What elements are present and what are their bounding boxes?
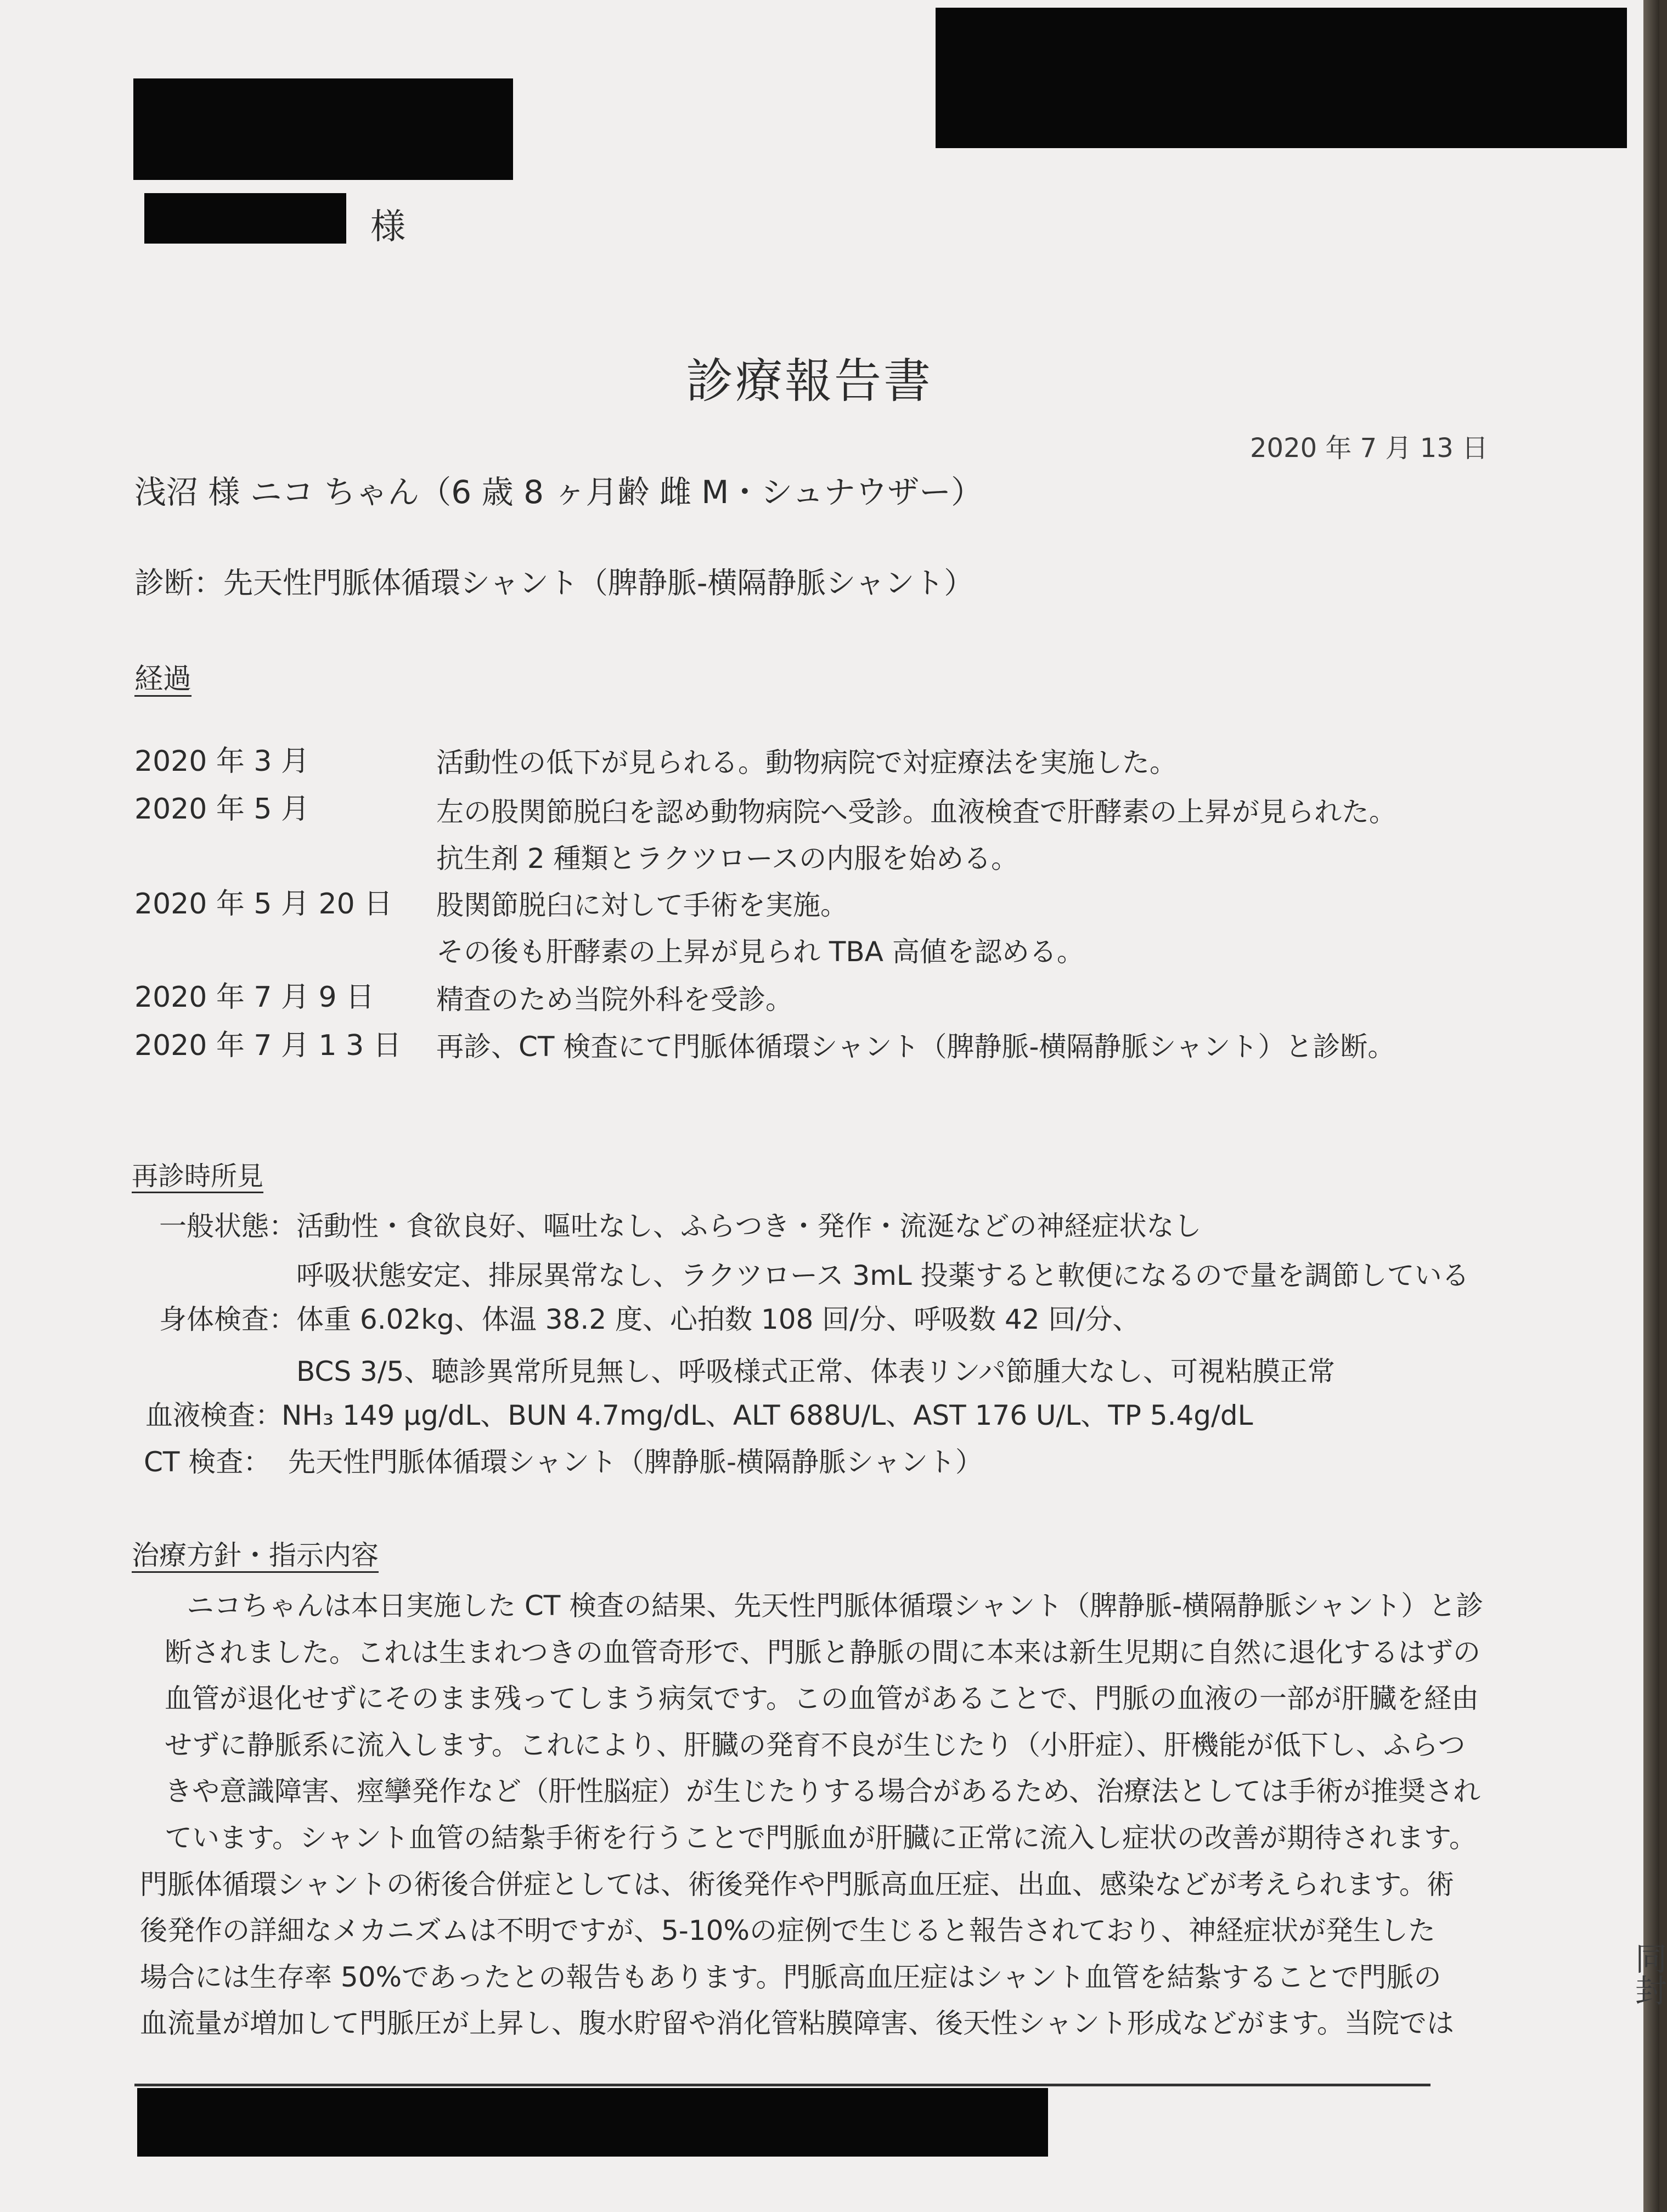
plan-line: せずに静脈系に流入します。これにより、肝臓の発育不良が生じたり（小肝症）、肝機能が低下し、ふらつ bbox=[165, 1729, 1466, 1761]
plan-paragraph bbox=[140, 1583, 1487, 2047]
plan-line: 血流量が増加して門脈圧が上昇し、腹水貯留や消化管粘膜障害、後天性シャント形成などがます。当院では bbox=[140, 2007, 1454, 2040]
plan-heading: 治療方針・指示内容 bbox=[132, 1539, 379, 1571]
history-date: 2020 年 7 月 9 日 bbox=[134, 981, 375, 1014]
plan-line: きや意識障害、痙攣発作など（肝性脳症）が生じたりする場合があるため、治療法としては手術が推奨され bbox=[165, 1775, 1480, 1808]
findings-physical-label: 身体検査： bbox=[159, 1304, 296, 1335]
history-date: 2020 年 3 月 bbox=[134, 745, 310, 778]
history-heading: 経過 bbox=[134, 663, 192, 696]
findings-ct-text: 先天性門脈体循環シャント（脾静脈-横隔静脈シャント） bbox=[288, 1446, 983, 1478]
findings-heading: 再診時所見 bbox=[132, 1161, 264, 1192]
edge-note: 同封 bbox=[1630, 1942, 1667, 2006]
redaction-recipient bbox=[144, 193, 346, 244]
findings-general-text: 活動性・食欲良好、嘔吐なし、ふらつき・発作・流涎などの神経症状なし bbox=[296, 1210, 1202, 1242]
plan-line: 場合には生存率 50%であったとの報告もあります。門脈高血圧症はシャント血管を結紮することで門脈の bbox=[140, 1961, 1441, 1993]
history-text: その後も肝酵素の上昇が見られ TBA 高値を認める。 bbox=[436, 936, 1084, 968]
plan-line: ています。シャント血管の結紮手術を行うことで門脈血が肝臓に正常に流入し症状の改善が期待されます。 bbox=[165, 1821, 1477, 1854]
recipient-honorific: 様 bbox=[370, 207, 406, 247]
history-date: 2020 年 5 月 bbox=[134, 793, 310, 826]
history-text: 活動性の低下が見られる。動物病院で対症療法を実施した。 bbox=[436, 747, 1177, 778]
findings-physical-text: 体重 6.02kg、体温 38.2 度、心拍数 108 回/分、呼吸数 42 回/分、 bbox=[296, 1304, 1140, 1335]
plan-line: 断されました。これは生まれつきの血管奇形で、門脈と静脈の間に本来は新生児期に自然に退化するはずの bbox=[165, 1636, 1480, 1668]
patient-info: 浅沼 様 ニコ ちゃん（6 歳 8 ヶ月齢 雌 M・シュナウザー） bbox=[134, 473, 983, 511]
findings-general-text: 呼吸状態安定、排尿異常なし、ラクツロース 3mL 投薬すると軟便になるので量を調節している bbox=[296, 1260, 1469, 1291]
history-text: 精査のため当院外科を受診。 bbox=[436, 984, 793, 1015]
footer-divider bbox=[134, 2084, 1431, 2086]
findings-blood-text: NH₃ 149 μg/dL、BUN 4.7mg/dL、ALT 688U/L、AST 176 U/L、TP 5.4g/dL bbox=[281, 1400, 1253, 1431]
plan-line: 後発作の詳細なメカニズムは不明ですが、5-10%の症例で生じると報告されており、神経症状が発生した bbox=[140, 1915, 1435, 1947]
history-text: 抗生剤 2 種類とラクツロースの内服を始める。 bbox=[436, 843, 1019, 874]
page-title: 診療報告書 bbox=[686, 354, 933, 409]
plan-line: 血管が退化せずにそのまま残ってしまう病気です。この血管があることで、門脈の血液の一部が肝臓を経由 bbox=[165, 1683, 1479, 1715]
findings-physical-text: BCS 3/5、聴診異常所見無し、呼吸様式正常、体表リンパ節腫大なし、可視粘膜正常 bbox=[296, 1356, 1335, 1387]
plan-line: ニコちゃんは本日実施した CT 検査の結果、先天性門脈体循環シャント（脾静脈-横隔静脈シャント）と診 bbox=[187, 1590, 1484, 1622]
findings-general-label: 一般状態： bbox=[159, 1210, 296, 1242]
plan-line: 門脈体循環シャントの術後合併症としては、術後発作や門脈高血圧症、出血、感染などが考えられます。術 bbox=[140, 1868, 1454, 1900]
redaction-footer bbox=[137, 2088, 1048, 2157]
findings-ct-label: CT 検査： bbox=[144, 1446, 271, 1478]
redaction-header-right bbox=[936, 8, 1627, 148]
history-date: 2020 年 7 月 1 3 日 bbox=[134, 1029, 402, 1062]
redaction-clinic-name bbox=[133, 78, 513, 180]
history-date: 2020 年 5 月 20 日 bbox=[134, 888, 393, 921]
history-text: 左の股関節脱臼を認め動物病院へ受診。血液検査で肝酵素の上昇が見られた。 bbox=[436, 796, 1396, 828]
findings-blood-label: 血液検査： bbox=[145, 1400, 283, 1431]
report-date: 2020 年 7 月 13 日 bbox=[1250, 433, 1489, 464]
history-text: 再診、CT 検査にて門脈体循環シャント（脾静脈-横隔静脈シャント）と診断。 bbox=[436, 1031, 1395, 1063]
history-text: 股関節脱臼に対して手術を実施。 bbox=[436, 889, 848, 921]
diagnosis: 診断：先天性門脈体循環シャント（脾静脈-横隔静脈シャント） bbox=[134, 566, 974, 600]
background-edge bbox=[1643, 0, 1659, 2212]
